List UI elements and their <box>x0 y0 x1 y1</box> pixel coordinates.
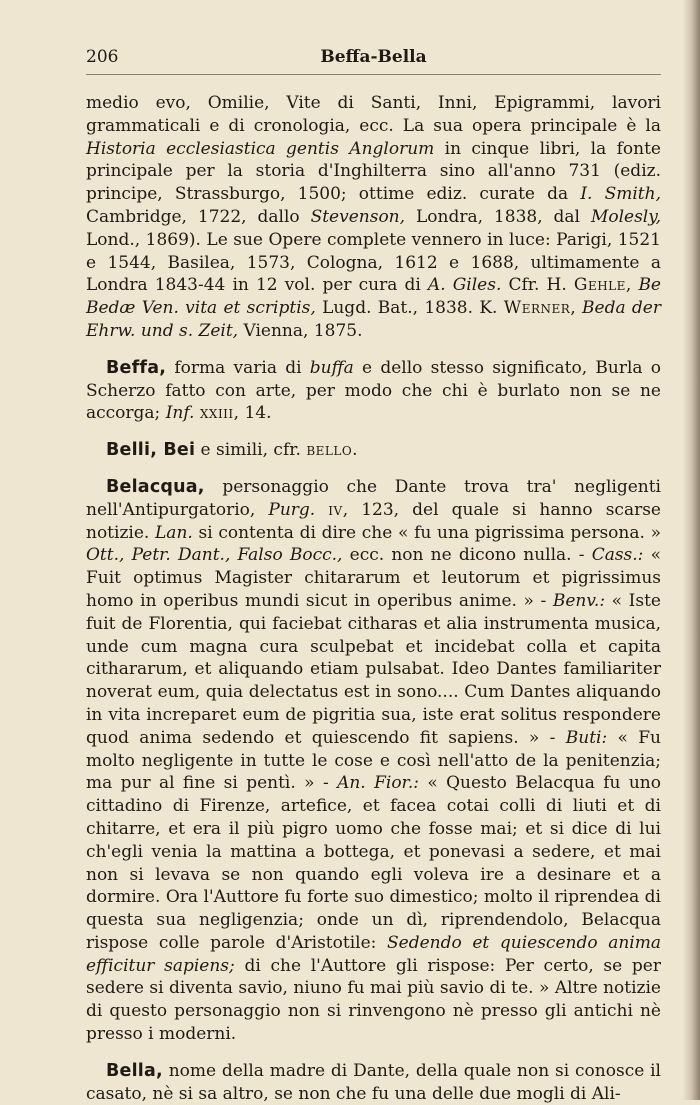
text-run: . <box>352 440 358 461</box>
running-head: Beffa-Bella <box>320 47 427 67</box>
italic-title: Be Bedæ Ven. vita et scriptis, <box>86 275 661 319</box>
text-run: Cambridge, 1722, dallo <box>86 206 311 227</box>
text-run: si contenta di dire che « fu una pigrissima persona. » <box>192 522 662 543</box>
text-run <box>315 500 328 520</box>
text-run: di che l'Auttore gli rispose: Per certo, se per sedere si diventa savio, niuno fu mai più savio di te. » Altre notizie di questo personaggio non si rinvengono nè presso gli antichi nè presso i moderni. <box>86 955 661 1045</box>
italic-commentator: Cass.: <box>591 545 644 566</box>
text-run: Londra, 1838, dal <box>405 206 591 227</box>
entry-bella <box>86 1060 661 1105</box>
text-run: Lugd. Bat., 1838. K. <box>315 298 504 319</box>
small-caps-numeral: xxiii <box>199 403 234 424</box>
entry-belacqua <box>86 476 661 1046</box>
italic-reference: Inf. <box>165 403 195 424</box>
text-run: « Fuit optimus Magister chitararum et leutorum et pigrissimus homo in operibus mundi sicut in operibus anime. » - <box>86 545 662 611</box>
page-body <box>86 92 661 1105</box>
text-run: Lond., 1869). Le sue Opere complete vennero in luce: Parigi, 1521 e 1544, Basilea, 1573, Cologna, 1612 e 1688, ultimamente a Londra 1843-44 in 12 vol. per cura di <box>86 229 661 296</box>
entry-belli <box>86 439 661 462</box>
text-run: forma varia di <box>166 357 310 378</box>
italic-commentator: Lan. <box>155 522 193 543</box>
text-run: , 123, del quale si hanno scarse notizie. <box>86 499 661 543</box>
page-header <box>86 44 661 75</box>
italic-reference: Purg. <box>268 499 316 520</box>
small-caps-name: Gehle <box>573 275 626 296</box>
italic-commentator: Buti: <box>565 727 608 748</box>
italic-name: A. Giles. <box>427 275 502 296</box>
italic-quotation: Sedendo et quiescendo anima efficitur sapiens; <box>86 932 661 976</box>
text-run: « Questo Belacqua fu uno cittadino di Firenze, artefice, et facea cotai colli di liuti et di chitarre, et era il più pigro uomo che fosse mai; et si dice di lui ch'egli venia la mattina a bottega, et ponevasi a sedere, et mai non si levava se non quando egli voleva ire a desinare et a dormire. Ora l'Auttore fu forte suo dimestico; molto il riprendea di questa sua negligenzia; onde un dì, riprendendolo, Belacqua rispose colle parole d'Aristotile: <box>86 773 661 953</box>
text-run: « Fu molto negligente in tutte le cose e così nell'atto de la penitenzia; ma pur al fine si pentì. » - <box>86 727 661 794</box>
entry-headword: Beffa, <box>106 357 167 378</box>
entry-headword: Bella, <box>106 1060 163 1081</box>
italic-name: Molesly, <box>590 206 661 227</box>
entry-headword: Belli, Bei <box>106 440 196 461</box>
italic-title: Historia ecclesiastica gentis Anglorum <box>86 138 435 159</box>
text-run: « Iste fuit de Florentia, qui faciebat citharas et alia instrumenta musica, unde cum magna cura sculpebat et incidebat colla et capita cithararum, et aliquando etiam pulsabat. Ideo Dantes familiariter noverat eum, quia delectatus est in sono.... Cum Dantes aliquando in vita increparet eum de pigritia sua, iste erat solitus respondere quod anima sedendo et quiescendo fit sapiens. » - <box>86 590 661 748</box>
text-run: e simili, cfr. <box>195 440 307 461</box>
small-caps-crossref: bello <box>306 440 353 461</box>
small-caps-numeral: iv <box>328 499 343 520</box>
text-run: in cinque libri, la fonte principale per la storia d'Inghilterra sino all'anno 731 (ediz. principe, Strassburgo, 1500; ottime ediz. curate da <box>86 138 661 205</box>
page-edge-shadow <box>682 0 700 1100</box>
text-run: Vienna, 1875. <box>238 320 363 341</box>
italic-name: Stevenson, <box>310 206 406 227</box>
page-number: 206 <box>86 47 119 67</box>
italic-commentator: Ott., Petr. Dant., Falso Bocc., <box>86 545 343 566</box>
text-run: , <box>570 298 583 319</box>
text-run: e dello stesso significato, Burla o Scherzo fatto con arte, per modo che chi è burlato non se ne accorga; <box>86 357 662 424</box>
text-run: Cfr. H. <box>501 275 574 296</box>
entry-beffa <box>86 357 661 425</box>
text-run: medio evo, Omilie, Vite di Santi, Inni, Epigrammi, lavori grammaticali e di cronologia, ecc. La sua opera principale è la <box>86 93 661 136</box>
text-run: ecc. non ne dicono nulla. - <box>342 545 592 566</box>
text-run: , <box>625 275 639 296</box>
entry-headword: Belacqua, <box>106 476 205 497</box>
italic-name: I. Smith, <box>580 184 661 205</box>
text-run: , 14. <box>233 403 272 424</box>
italic-word: buffa <box>309 357 354 378</box>
text-run: nome della madre di Dante, della quale non si conosce il casato, nè si sa altro, se non che fu una delle due mogli di Ali- <box>86 1060 661 1104</box>
italic-commentator: An. Fior.: <box>337 773 419 794</box>
small-caps-name: Werner <box>503 298 571 319</box>
italic-title: Beda der Ehrw. und s. Zeit, <box>86 298 661 341</box>
paragraph-beda-continued <box>86 92 661 343</box>
text-run: personaggio che Dante trova tra' negligenti nell'Antipurgatorio, <box>86 476 661 520</box>
italic-commentator: Benv.: <box>552 590 606 611</box>
